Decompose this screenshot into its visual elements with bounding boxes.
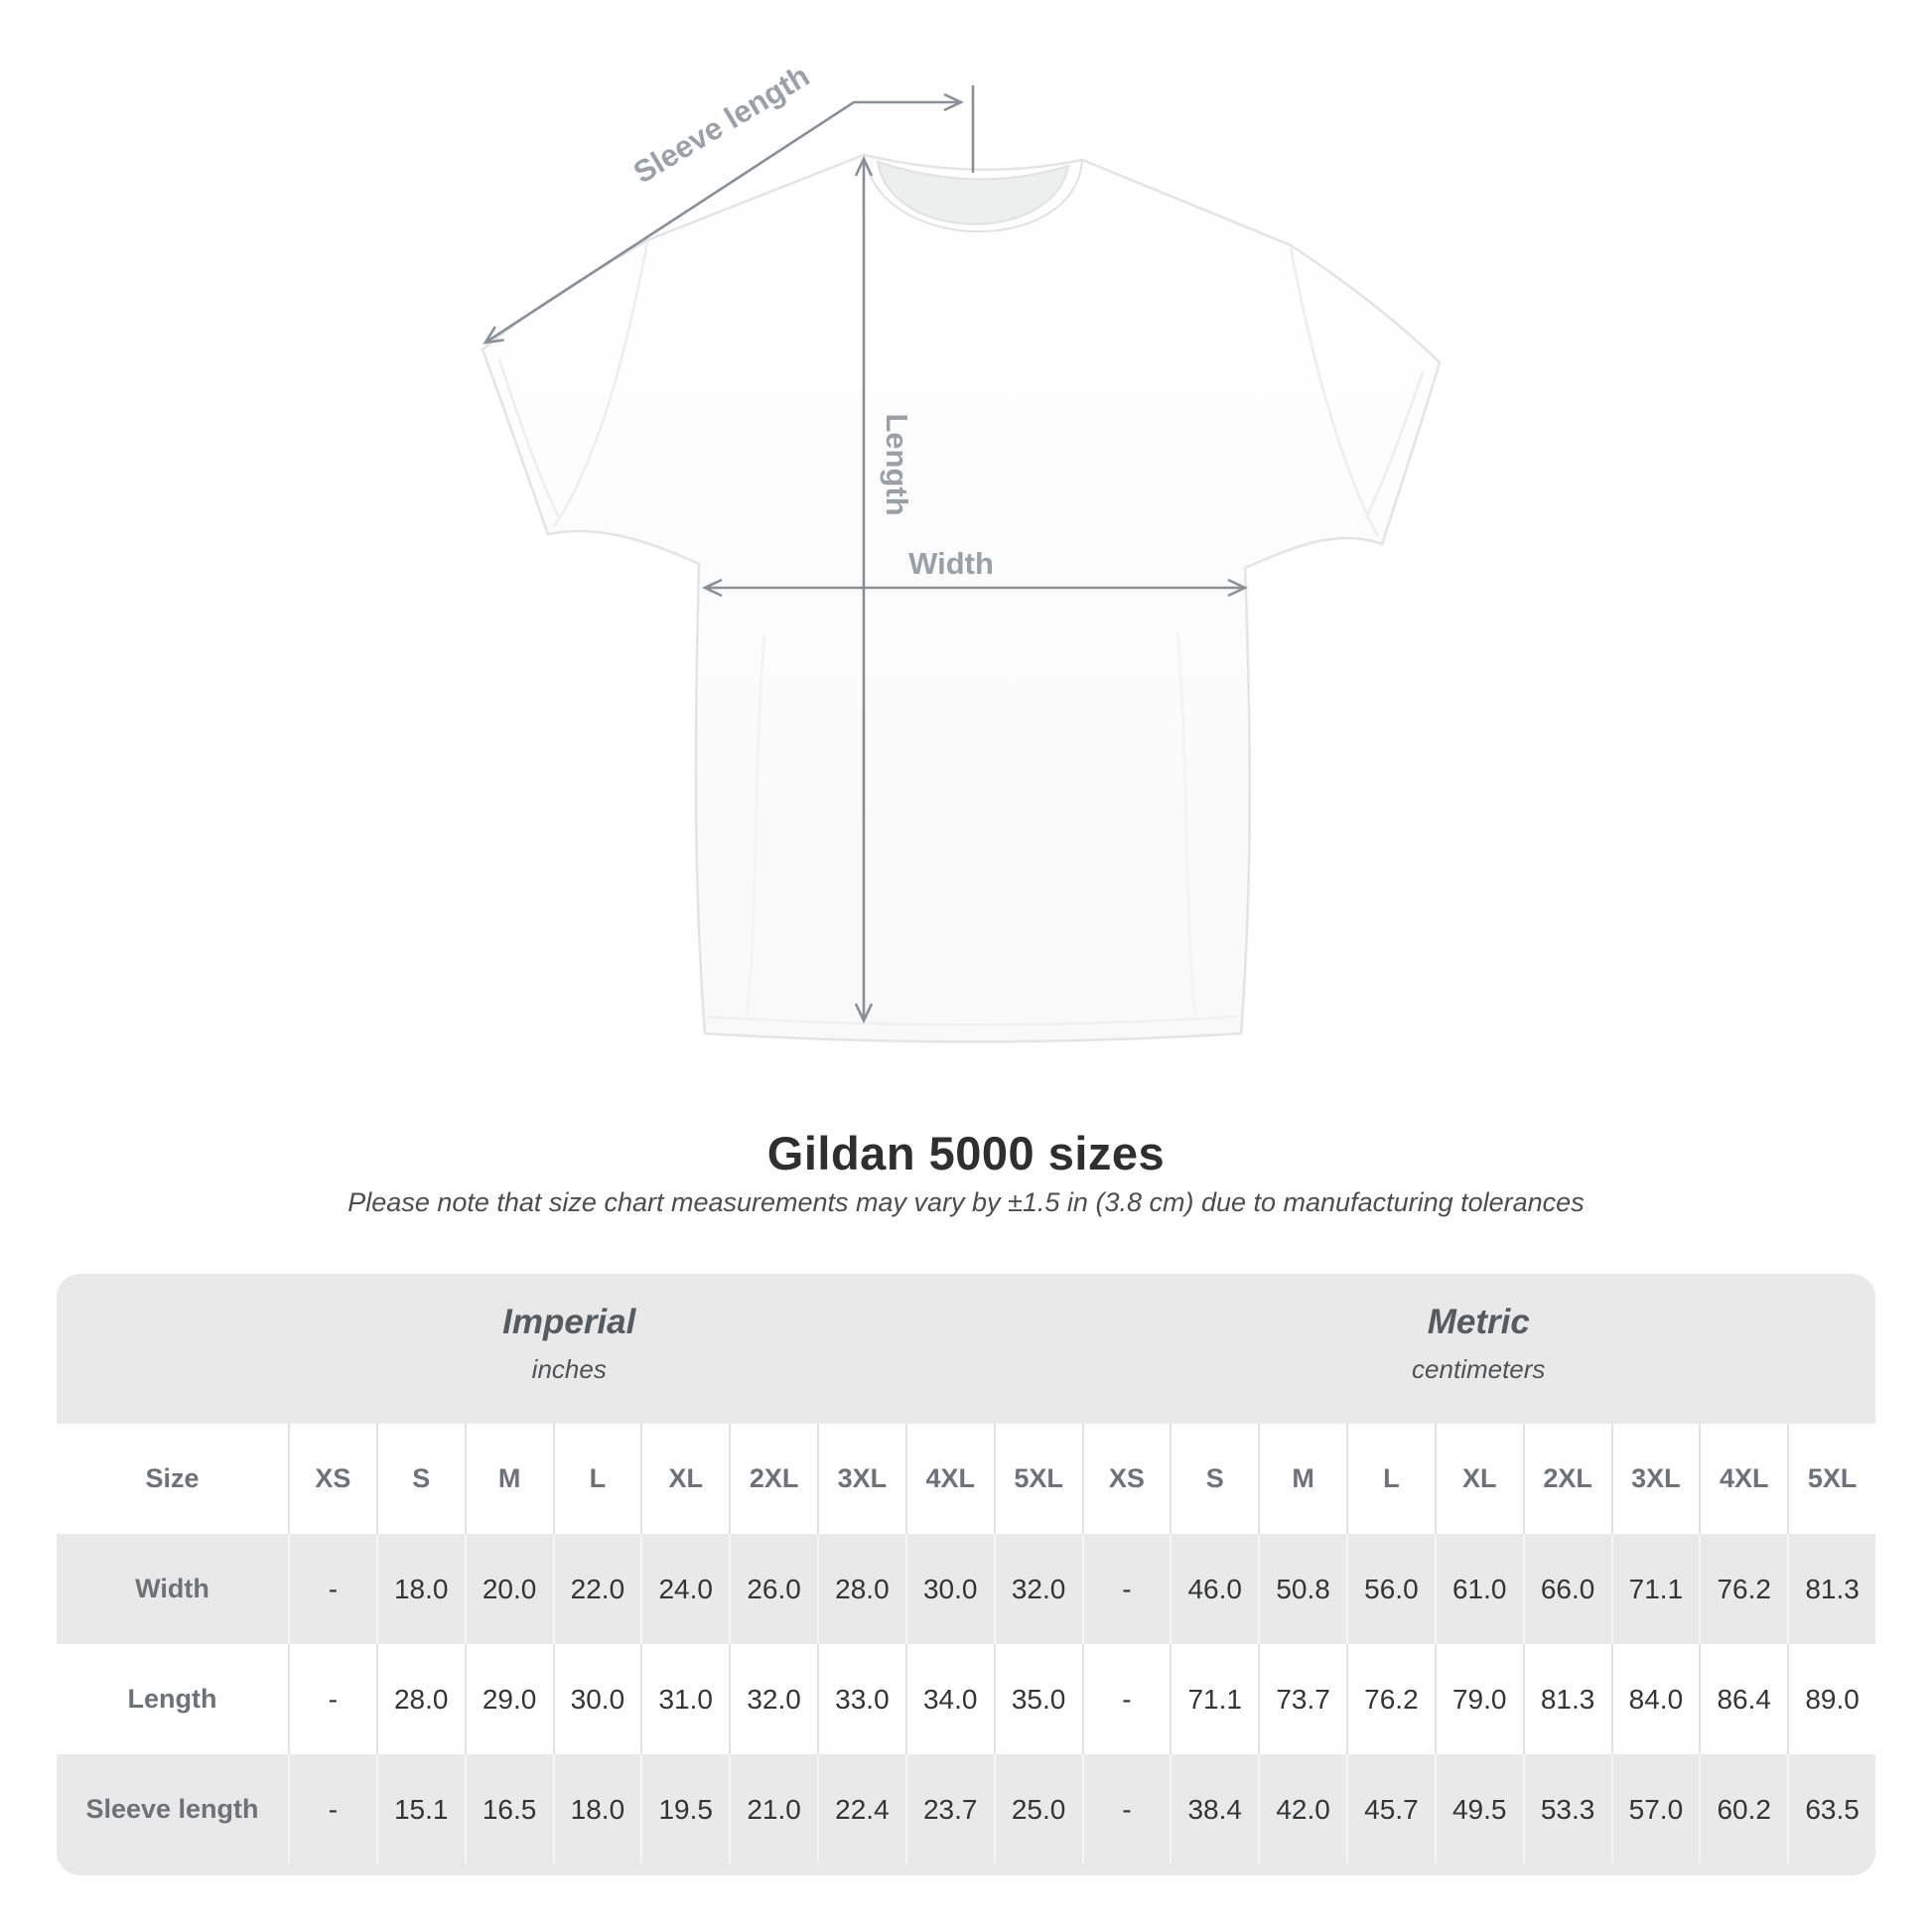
imperial-unit-group: [57, 1274, 1082, 1424]
metric-unit-group: [1082, 1274, 1876, 1424]
measurement-cell: 30.0: [553, 1644, 641, 1754]
size-column-header: Size: [57, 1424, 288, 1534]
length-label: Length: [880, 413, 914, 516]
measurement-cell: 33.0: [817, 1644, 905, 1754]
size-header-cell: XL: [1435, 1424, 1523, 1534]
size-header-cell: XL: [640, 1424, 729, 1534]
measurement-cell: 22.4: [817, 1754, 905, 1864]
width-label: Width: [908, 546, 994, 581]
size-header-cell: M: [465, 1424, 553, 1534]
size-header-cell: 2XL: [1523, 1424, 1611, 1534]
tolerance-note: Please note that size chart measurements may vary by ±1.5 in (3.8 cm) due to manufacturing tolerances: [347, 1187, 1585, 1217]
measurement-cell: 32.0: [729, 1644, 817, 1754]
size-header-cell: 4XL: [905, 1424, 994, 1534]
measurement-cell: 32.0: [994, 1534, 1082, 1644]
measurement-cell: 18.0: [553, 1754, 641, 1864]
measurement-cell: 45.7: [1346, 1754, 1435, 1864]
size-header-cell: L: [1346, 1424, 1435, 1534]
imperial-label: Imperial: [502, 1303, 636, 1341]
measurement-cell: 76.2: [1699, 1534, 1787, 1644]
measurement-cell: -: [1082, 1644, 1171, 1754]
size-table: [57, 1274, 1875, 1875]
size-header-cell: 5XL: [994, 1424, 1082, 1534]
metric-label: Metric: [1427, 1303, 1530, 1341]
measurement-cell: 34.0: [905, 1644, 994, 1754]
measurement-cell: 16.5: [465, 1754, 553, 1864]
measurement-cell: 22.0: [553, 1534, 641, 1644]
measurement-cell: 66.0: [1523, 1534, 1611, 1644]
row-label: Sleeve length: [57, 1754, 288, 1864]
measurement-cell: 29.0: [465, 1644, 553, 1754]
measurement-cell: 57.0: [1611, 1754, 1700, 1864]
size-header-cell: 2XL: [729, 1424, 817, 1534]
measurement-cell: 46.0: [1170, 1534, 1258, 1644]
measurement-cell: 71.1: [1611, 1534, 1700, 1644]
measurement-cell: 20.0: [465, 1534, 553, 1644]
metric-unit: centimeters: [1412, 1354, 1546, 1384]
size-header-cell: XS: [1082, 1424, 1171, 1534]
measurement-cell: 50.8: [1258, 1534, 1346, 1644]
measurement-cell: 24.0: [640, 1534, 729, 1644]
measurement-cell: 23.7: [905, 1754, 994, 1864]
measurement-cell: 81.3: [1787, 1534, 1875, 1644]
measurement-cell: 53.3: [1523, 1754, 1611, 1864]
measurement-cell: 89.0: [1787, 1644, 1875, 1754]
measurement-cell: 76.2: [1346, 1644, 1435, 1754]
size-header-cell: M: [1258, 1424, 1346, 1534]
measurement-cell: 38.4: [1170, 1754, 1258, 1864]
size-header-cell: L: [553, 1424, 641, 1534]
tshirt-body: [483, 155, 1440, 1041]
measurement-cell: 79.0: [1435, 1644, 1523, 1754]
measurement-cell: -: [288, 1754, 376, 1864]
size-header-cell: 3XL: [1611, 1424, 1700, 1534]
size-header-cell: XS: [288, 1424, 376, 1534]
sleeve-length-label: Sleeve length: [626, 58, 816, 191]
measurement-cell: 49.5: [1435, 1754, 1523, 1864]
measurement-cell: -: [1082, 1534, 1171, 1644]
measurement-cell: 84.0: [1611, 1644, 1700, 1754]
size-header-cell: 5XL: [1787, 1424, 1875, 1534]
measurement-cell: -: [1082, 1754, 1171, 1864]
measurement-cell: 26.0: [729, 1534, 817, 1644]
measurement-cell: 15.1: [376, 1754, 465, 1864]
measurement-cell: 56.0: [1346, 1534, 1435, 1644]
measurement-cell: -: [288, 1644, 376, 1754]
measurement-cell: 25.0: [994, 1754, 1082, 1864]
page-title: Gildan 5000 sizes: [766, 1127, 1166, 1179]
tshirt-illustration: [483, 155, 1440, 1041]
size-header-cell: 3XL: [817, 1424, 905, 1534]
measurement-cell: 31.0: [640, 1644, 729, 1754]
measurement-cell: 28.0: [817, 1534, 905, 1644]
imperial-unit: inches: [531, 1354, 607, 1384]
measurement-cell: 73.7: [1258, 1644, 1346, 1754]
measurement-cell: 60.2: [1699, 1754, 1787, 1864]
row-label: Length: [57, 1644, 288, 1754]
measurement-cell: 28.0: [376, 1644, 465, 1754]
measurement-cell: 42.0: [1258, 1754, 1346, 1864]
measurement-cell: 81.3: [1523, 1644, 1611, 1754]
measurement-cell: 86.4: [1699, 1644, 1787, 1754]
measurement-cell: 21.0: [729, 1754, 817, 1864]
measurement-cell: 61.0: [1435, 1534, 1523, 1644]
measurement-cell: 63.5: [1787, 1754, 1875, 1864]
measurement-cell: 30.0: [905, 1534, 994, 1644]
measurement-cell: -: [288, 1534, 376, 1644]
measurement-cell: 35.0: [994, 1644, 1082, 1754]
measurement-cell: 71.1: [1170, 1644, 1258, 1754]
measurement-cell: 18.0: [376, 1534, 465, 1644]
size-header-cell: S: [376, 1424, 465, 1534]
measurement-cell: 19.5: [640, 1754, 729, 1864]
row-label: Width: [57, 1534, 288, 1644]
size-header-cell: S: [1170, 1424, 1258, 1534]
size-header-cell: 4XL: [1699, 1424, 1787, 1534]
